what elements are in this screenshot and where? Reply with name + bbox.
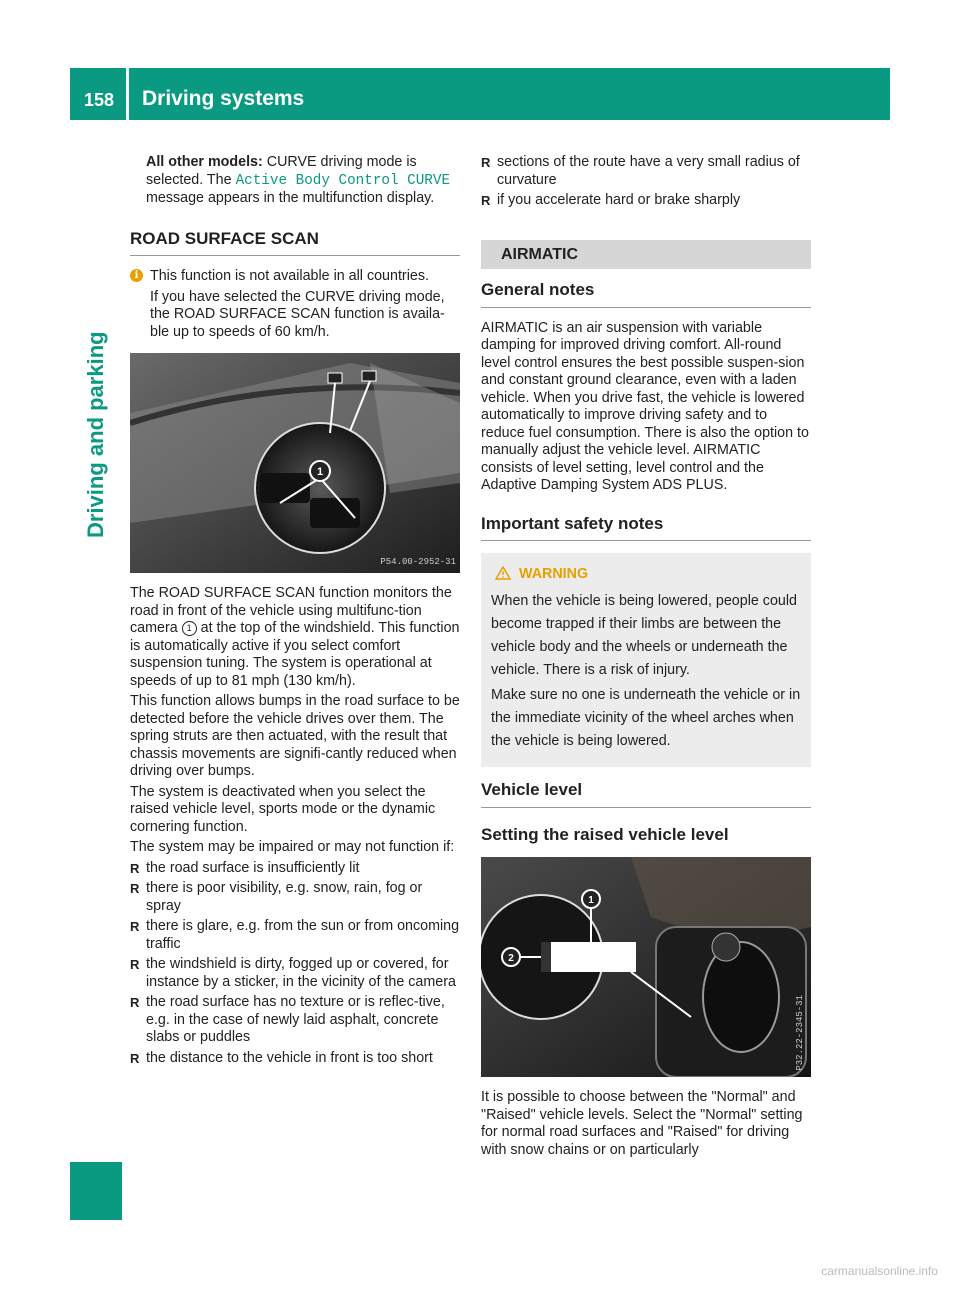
- para1-text-b: at the top of the windshield. This function is automatically active if you select comfort suspension tuning. The system is operational at speeds of up to 81 mph (130 km/h).: [130, 620, 460, 689]
- header-divider: [126, 68, 129, 120]
- info-icon: i: [130, 269, 143, 282]
- list-item: R if you accelerate hard or brake sharply: [481, 192, 811, 210]
- list-item: R the road surface has no texture or is reflec-tive, e.g. in the case of newly laid asphalt, concrete slabs or puddles: [130, 994, 460, 1047]
- intro-bold: All other models:: [146, 154, 263, 170]
- image2-caption: P32.22-2345-31: [794, 995, 805, 1071]
- safety-notes-heading: Important safety notes: [481, 515, 811, 542]
- right-column: [481, 154, 811, 1162]
- center-console-image: [481, 857, 811, 1077]
- impairment-list-continued: [481, 154, 811, 210]
- image1-callout: 1: [316, 466, 324, 478]
- camera-callout-marker: 1: [182, 621, 197, 636]
- chapter-title: Driving systems: [142, 87, 305, 110]
- page-number: 158: [84, 90, 115, 110]
- general-notes-heading: General notes: [481, 281, 811, 308]
- general-notes-text: AIRMATIC is an air suspension with variable damping for improved driving comfort. All-round level control ensures the best possible suspen-sion and constant ground clearance, even with a laden vehicle. When you drive fast, the vehicle is lowered automatically to improve driving safety and to reduce fuel consumption. There is also the option to manually adjust the vehicle level. AIRMATIC consists of level setting, level control and the Adaptive Damping System ADS PLUS.: [481, 319, 809, 493]
- left-column: [130, 154, 460, 1070]
- section-sidebar-label: Driving and parking: [83, 331, 108, 538]
- info-note: [130, 268, 460, 341]
- list-item: R there is glare, e.g. from the sun or from oncoming traffic: [130, 918, 460, 953]
- watermark: carmanualsonline.info: [821, 1264, 938, 1278]
- list-item: R the windshield is dirty, fogged up or covered, for instance by a sticker, in the vicinity of the camera: [130, 956, 460, 991]
- intro-paragraph: [130, 154, 460, 208]
- image2-callout-2: 2: [508, 953, 514, 964]
- road-scan-heading: ROAD SURFACE SCAN: [130, 230, 460, 257]
- vehicle-level-heading: Vehicle level: [481, 781, 811, 808]
- image2-callout-1: 1: [588, 895, 594, 906]
- windshield-camera-image: [130, 353, 460, 573]
- sidebar-thumb-block: [70, 1162, 122, 1220]
- road-scan-paragraph-3: The system is deactivated when you select the raised vehicle level, sports mode or the dynamic cornering function.: [130, 783, 436, 835]
- impairment-list: [130, 860, 460, 1068]
- windshield-illustration: [130, 353, 460, 573]
- warning-title: WARNING: [518, 566, 589, 582]
- warning-box: [481, 553, 811, 767]
- console-illustration: [481, 857, 811, 1077]
- road-scan-paragraph-2: This function allows bumps in the road surface to be detected before the vehicle drives over them. The spring struts are then actuated, with the result that chassis movements are signifi-cantly reduced when driving over bumps.: [130, 693, 460, 779]
- warning-text-1: When the vehicle is being lowered, people could become trapped if their limbs are between the vehicle body and the wheels or underneath the vehicle. There is a risk of injury.: [491, 593, 797, 678]
- raised-level-text: It is possible to choose between the "Normal" and "Raised" vehicle levels. Select the "Normal" setting for normal road surfaces and "Raised" for driving with snow chains or on particularly: [481, 1089, 803, 1158]
- warning-text-2: Make sure no one is underneath the vehicle or in the immediate vicinity of the wheel arches when the vehicle is being lowered.: [491, 687, 801, 749]
- road-scan-paragraph-4: The system may be impaired or may not function if:: [130, 839, 455, 855]
- intro-text: CURVE driving mode is selected. The: [146, 154, 417, 188]
- page-header: [70, 68, 890, 120]
- info-text-2: If you have selected the CURVE driving mode, the ROAD SURFACE SCAN function is availa-ble up to speeds of 60 km/h.: [150, 288, 445, 340]
- warning-title-row: [491, 563, 801, 586]
- warning-triangle-icon: [495, 566, 511, 580]
- image1-caption: P54.00-2952-31: [380, 556, 456, 567]
- para1-text-a: The ROAD SURFACE SCAN function monitors the road in front of the vehicle using multifunc-tion camera: [130, 585, 452, 636]
- road-scan-paragraph-1: [130, 585, 460, 690]
- list-item: R sections of the route have a very small radius of curvature: [481, 154, 811, 189]
- display-message: Active Body Control CURVE: [235, 172, 451, 189]
- list-item: R there is poor visibility, e.g. snow, rain, fog or spray: [130, 880, 460, 915]
- airmatic-section-band: AIRMATIC: [481, 240, 811, 270]
- list-item: R the distance to the vehicle in front is too short: [130, 1050, 460, 1068]
- raised-level-heading: Setting the raised vehicle level: [481, 824, 729, 844]
- list-item: R the road surface is insufficiently lit: [130, 860, 460, 878]
- intro-text-end: message appears in the multifunction display.: [146, 190, 435, 206]
- info-text-1: This function is not available in all countries.: [150, 268, 429, 284]
